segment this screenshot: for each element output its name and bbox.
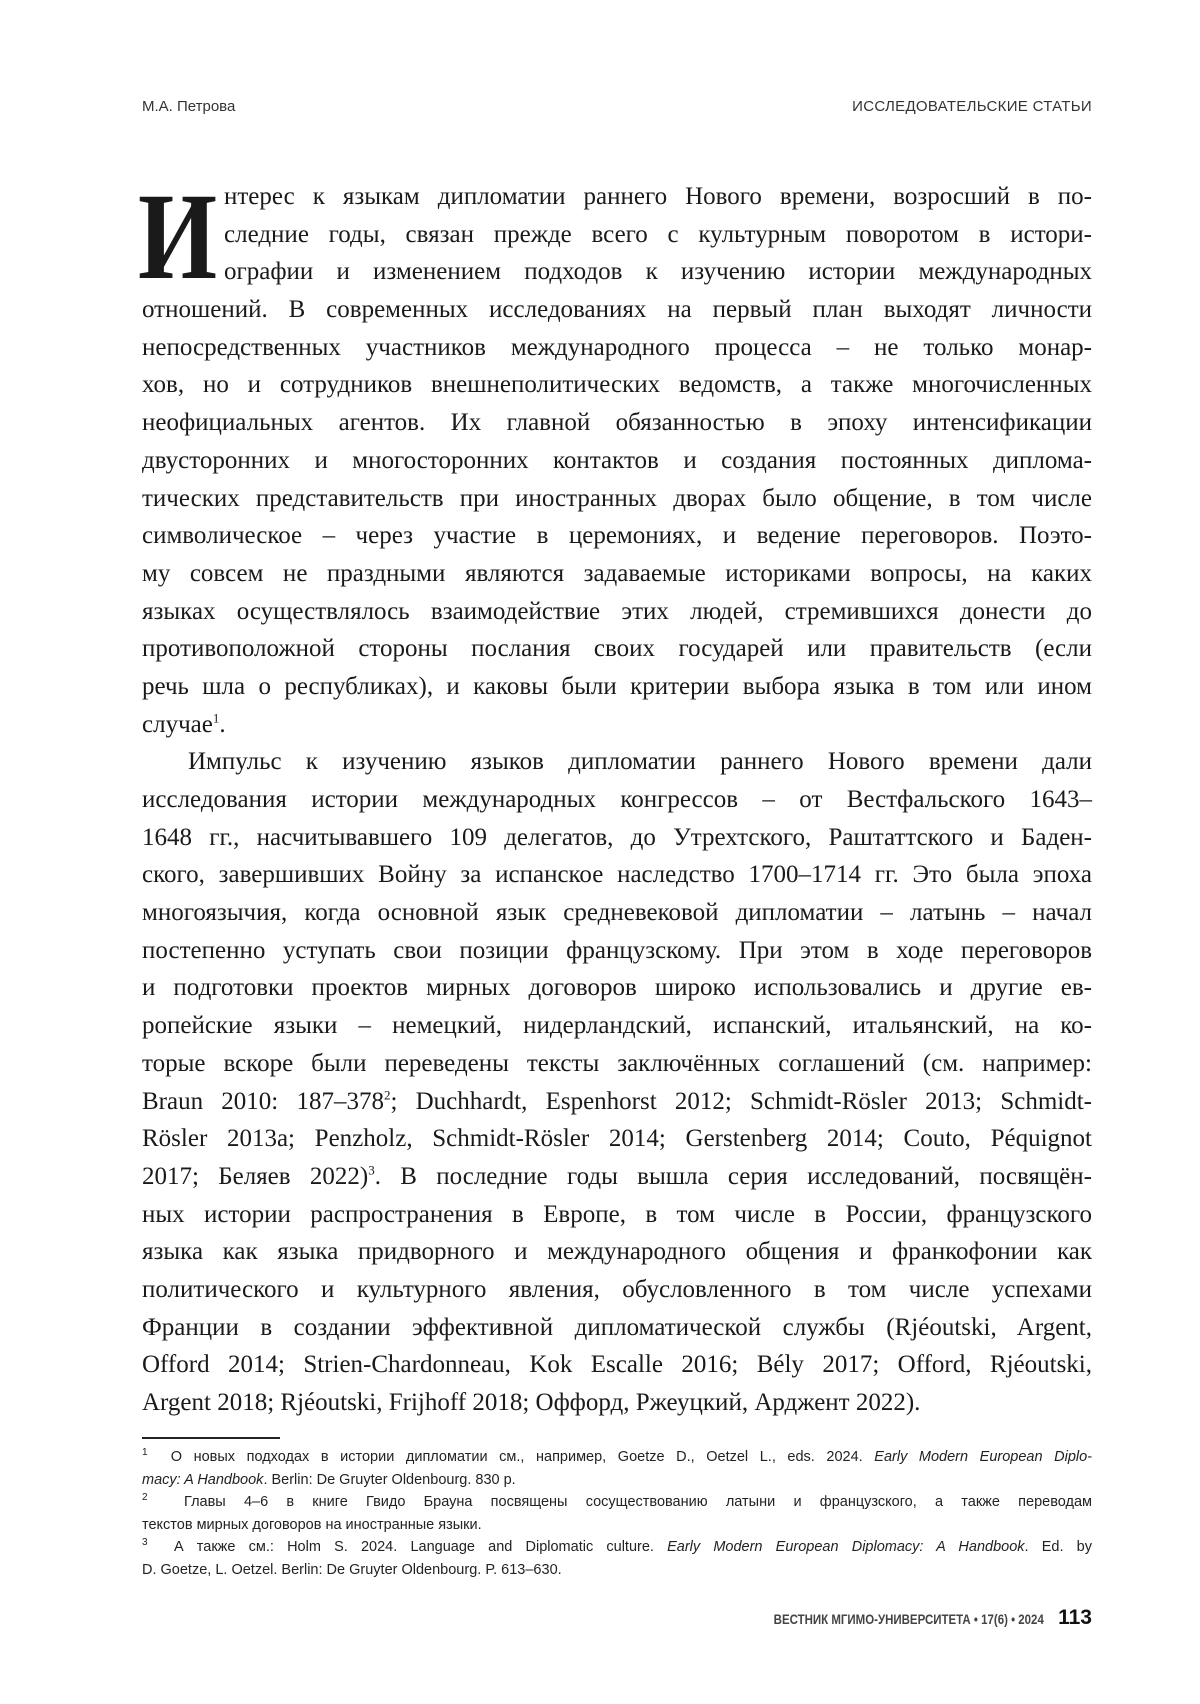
text-line: ографии и изменением подходов к изучению истории международных <box>142 253 1092 291</box>
text-line: многоязычия, когда основной язык средневековой дипломатии – латынь – начал <box>142 894 1092 932</box>
text-line: ского, завершивших Войну за испанское наследство 1700–1714 гг. Это была эпоха <box>142 856 1092 894</box>
text: . Ed. by <box>1025 1539 1092 1555</box>
paragraph-2 <box>142 743 1092 1421</box>
footnotes <box>142 1446 1092 1581</box>
text-line: символическое – через участие в церемониях, и ведение переговоров. Поэто- <box>142 517 1092 555</box>
text-line: Rösler 2013a; Penzholz, Schmidt-Rösler 2014; Gerstenberg 2014; Couto, Péquignot <box>142 1120 1092 1158</box>
paragraph-1 <box>142 178 1092 743</box>
footnote-2-cont: текстов мирных договоров на иностранные языки. <box>142 1514 1092 1537</box>
text-line: му совсем не праздными являются задаваемые историками вопросы, на каких <box>142 555 1092 593</box>
footnote-3-cont: D. Goetze, L. Oetzel. Berlin: De Gruyter Oldenbourg. P. 613–630. <box>142 1559 1092 1582</box>
footnote-separator <box>142 1437 280 1439</box>
footnote-ref-1[interactable]: 1 <box>213 710 220 725</box>
text-line: политического и культурного явления, обусловленного в том числе успехами <box>142 1271 1092 1309</box>
text-line: непосредственных участников международного процесса – не только монар- <box>142 329 1092 367</box>
text-line: и подготовки проектов мирных договоров широко использовались и другие ев- <box>142 969 1092 1007</box>
page-footer <box>726 1606 1092 1630</box>
text-line: ных истории распространения в Европе, в том числе в России, французского <box>142 1196 1092 1234</box>
text-line: двусторонних и многосторонних контактов и создания постоянных диплома- <box>142 442 1092 480</box>
footnote-ref-3[interactable]: 3 <box>368 1163 375 1178</box>
text: macy: A Handbook <box>142 1472 263 1488</box>
running-header-section: ИССЛЕДОВАТЕЛЬСКИЕ СТАТЬИ <box>852 98 1092 115</box>
text-line: речь шла о республиках), и каковы были критерии выбора языка в том или ином <box>142 668 1092 706</box>
drop-cap: И <box>138 182 217 292</box>
text-line: неофициальных агентов. Их главной обязанностью в эпоху интенсификации <box>142 404 1092 442</box>
text-line: Импульс к изучению языков дипломатии раннего Нового времени дали <box>142 743 1092 781</box>
text-line: противоположной стороны послания своих государей или правительств (если <box>142 630 1092 668</box>
text-line: Франции в создании эффективной дипломатической службы (Rjéoutski, Argent, <box>142 1309 1092 1347</box>
text: 2017; Беляев 2022) <box>142 1163 368 1190</box>
footnote-ref-2[interactable]: 2 <box>384 1087 391 1102</box>
text: Early Modern European Diplomacy: A Handbook <box>667 1539 1024 1555</box>
text-line: нтерес к языкам дипломатии раннего Нового времени, возросший в по- <box>142 178 1092 216</box>
text-line <box>142 1158 1092 1196</box>
text: А также см.: Holm S. 2024. Language and Diplomatic culture. <box>174 1539 667 1555</box>
text-line: хов, но и сотрудников внешнеполитических ведомств, а также многочисленных <box>142 366 1092 404</box>
text-line: языках осуществлялось взаимодействие этих людей, стремившихся донести до <box>142 593 1092 631</box>
text: О новых подходах в истории дипломатии см., например, Goetze D., Oetzel L., eds. 2024. <box>171 1449 875 1465</box>
text-line <box>142 1083 1092 1121</box>
text: . Berlin: De Gruyter Oldenbourg. 830 p. <box>263 1472 515 1488</box>
text: ; Duchhardt, Espenhorst 2012; Schmidt-Rösler 2013; Schmidt- <box>390 1088 1092 1115</box>
text-line: отношений. В современных исследованиях на первый план выходят личности <box>142 291 1092 329</box>
text: . В последние годы вышла серия исследований, посвящён- <box>375 1163 1092 1190</box>
running-header-author: М.А. Петрова <box>142 98 235 115</box>
footnote-1-cont <box>142 1469 1092 1492</box>
journal-name: ВЕСТНИК МГИМО-УНИВЕРСИТЕТА • 17(6) • 2024 <box>774 1612 1044 1627</box>
footnote-3 <box>142 1536 1092 1559</box>
footnote-number: 1 <box>142 1447 148 1458</box>
text: случае <box>142 711 213 738</box>
text-line: торые вскоре были переведены тексты заключённых соглашений (см. например: <box>142 1045 1092 1083</box>
text-line: Offord 2014; Strien-Chardonneau, Kok Escalle 2016; Bély 2017; Offord, Rjéoutski, <box>142 1346 1092 1384</box>
text-line: языка как языка придворного и международного общения и франкофонии как <box>142 1233 1092 1271</box>
footnote-number: 2 <box>142 1492 148 1503</box>
text-line: ропейские языки – немецкий, нидерландский, испанский, итальянский, на ко- <box>142 1007 1092 1045</box>
text: Early Modern European Diplo- <box>874 1449 1092 1465</box>
text-line: тических представительств при иностранных дворах было общение, в том числе <box>142 480 1092 518</box>
text-line: Argent 2018; Rjéoutski, Frijhoff 2018; Оффорд, Ржеуцкий, Арджент 2022). <box>142 1384 1092 1422</box>
text: . <box>219 711 225 738</box>
text: Главы 4–6 в книге Гвидо Брауна посвящены сосуществованию латыни и французского, а также переводам <box>184 1494 1092 1510</box>
text-line: постепенно уступать свои позиции французскому. При этом в ходе переговоров <box>142 932 1092 970</box>
page-number: 113 <box>1058 1606 1092 1630</box>
article-body <box>142 178 1092 1422</box>
footnote-2 <box>142 1491 1092 1514</box>
text-line: исследования истории международных конгрессов – от Вестфальского 1643– <box>142 781 1092 819</box>
text-line <box>142 706 1092 744</box>
footnote-number: 3 <box>142 1537 148 1548</box>
text-line: следние годы, связан прежде всего с культурным поворотом в истори- <box>142 216 1092 254</box>
text: Braun 2010: 187–378 <box>142 1088 384 1115</box>
text-line: 1648 гг., насчитывавшего 109 делегатов, до Утрехтского, Раштаттского и Баден- <box>142 819 1092 857</box>
footnote-1 <box>142 1446 1092 1469</box>
